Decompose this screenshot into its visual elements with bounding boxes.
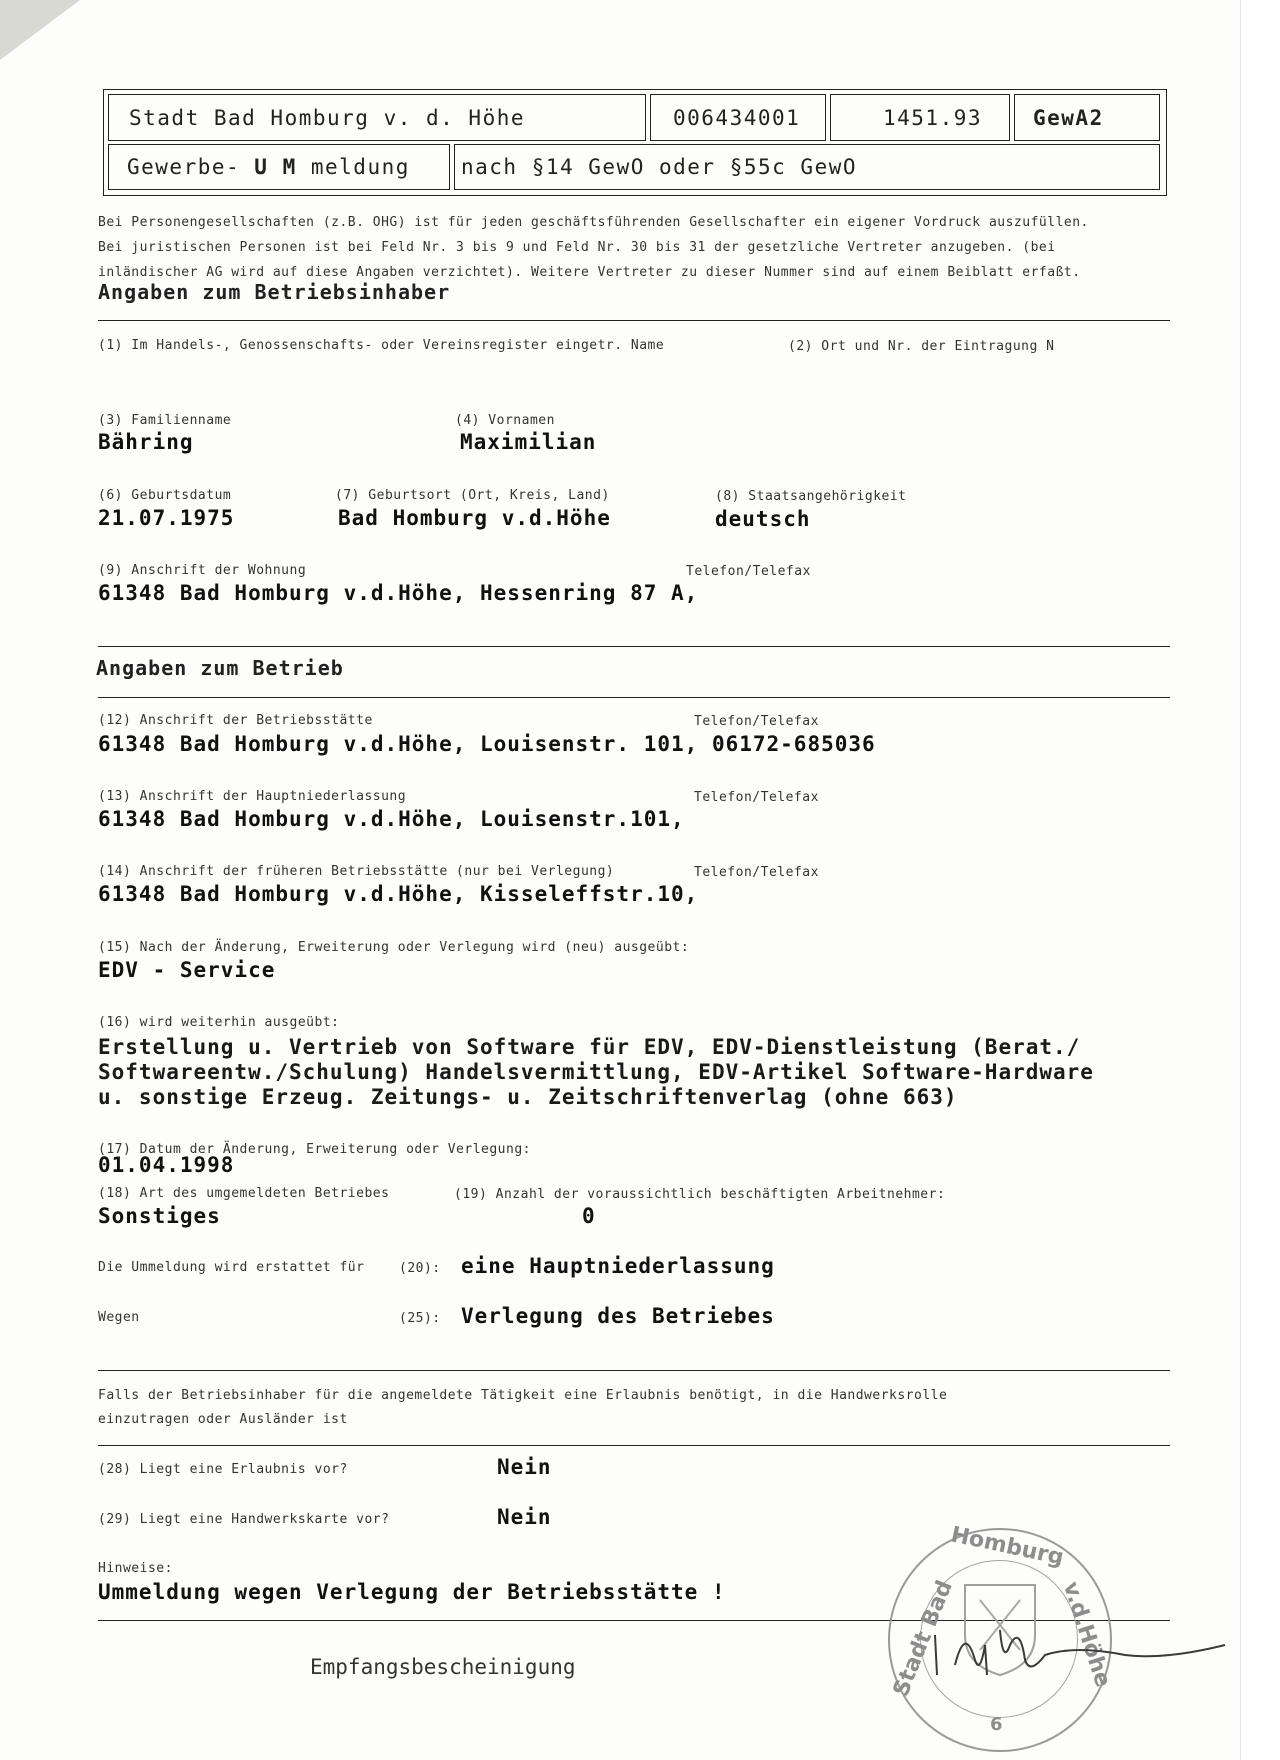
field-20-label: Die Ummeldung wird erstattet für	[98, 1260, 365, 1275]
field-6-label: (6) Geburtsdatum	[98, 488, 232, 503]
field-13-label: (13) Anschrift der Hauptniederlassung	[98, 789, 407, 804]
header-form-code: GewA2	[1033, 105, 1104, 130]
notes-line-1: Bei Personengesellschaften (z.B. OHG) ist für jeden geschäftsführenden Gesellschafter ein eigener Vordruck auszufüllen.	[98, 215, 1089, 230]
field-9-phone-label: Telefon/Telefax	[686, 564, 811, 579]
field-4-label: (4) Vornamen	[455, 413, 555, 428]
header-title-box	[108, 144, 450, 190]
header-legal-basis: nach §14 GewO oder §55c GewO	[461, 155, 858, 179]
field-14-value: 61348 Bad Homburg v.d.Höhe, Kisseleffstr.10,	[98, 882, 699, 906]
field-12-phone-label: Telefon/Telefax	[694, 714, 819, 729]
field-18-value: Sonstiges	[98, 1204, 221, 1228]
header-city-box	[108, 94, 646, 141]
field-16-label: (16) wird weiterhin ausgeübt:	[98, 1015, 340, 1030]
field-9-value: 61348 Bad Homburg v.d.Höhe, Hessenring 87 A,	[98, 581, 699, 605]
field-1-label: (1) Im Handels-, Genossenschafts- oder Vereinsregister eingetr. Name	[98, 338, 665, 353]
remarks-value: Ummeldung wegen Verlegung der Betriebsstätte !	[98, 1580, 726, 1604]
divider	[98, 697, 1170, 698]
header-title-um: U M	[254, 155, 297, 179]
notes-line-2: Bei juristischen Personen ist bei Feld Nr. 3 bis 9 und Feld Nr. 30 bis 31 der gesetzliche Vertreter anzugeben. (bei	[98, 240, 1056, 255]
signature-icon	[925, 1605, 1255, 1695]
field-9-label: (9) Anschrift der Wohnung	[98, 563, 307, 578]
field-20-number: (20):	[399, 1261, 441, 1276]
divider	[98, 1445, 1170, 1446]
field-2-label: (2) Ort und Nr. der Eintragung N	[788, 339, 1055, 354]
owner-section-title: Angaben zum Betriebsinhaber	[98, 280, 451, 304]
field-25-label: Wegen	[98, 1310, 140, 1325]
field-4-value: Maximilian	[460, 430, 597, 454]
header-ref-box	[830, 94, 1010, 141]
field-20-value: eine Hauptniederlassung	[461, 1254, 775, 1278]
field-12-value: 61348 Bad Homburg v.d.Höhe, Louisenstr. 101, 06172-685036	[98, 732, 876, 756]
field-13-phone-label: Telefon/Telefax	[694, 790, 819, 805]
field-14-label: (14) Anschrift der früheren Betriebsstätte (nur bei Verlegung)	[98, 864, 615, 879]
field-7-value: Bad Homburg v.d.Höhe	[338, 506, 611, 530]
receipt-label: Empfangsbescheinigung	[310, 1655, 576, 1679]
field-15-label: (15) Nach der Änderung, Erweiterung oder Verlegung wird (neu) ausgeübt:	[98, 940, 690, 955]
header-ref: 1451.93	[883, 105, 983, 130]
field-19-value: 0	[582, 1204, 596, 1228]
permit-intro-line-1: Falls der Betriebsinhaber für die angemeldete Tätigkeit eine Erlaubnis benötigt, in die Handwerksrolle	[98, 1388, 948, 1403]
header-title-post: meldung	[296, 155, 410, 179]
remarks-label: Hinweise:	[98, 1561, 173, 1576]
stamp-text-top: Homburg	[948, 1522, 1066, 1571]
header-city: Stadt Bad Homburg v. d. Höhe	[129, 105, 526, 130]
header-legal-box	[454, 144, 1160, 190]
header-number-box	[650, 94, 826, 141]
permit-intro-line-2: einzutragen oder Ausländer ist	[98, 1412, 348, 1427]
field-8-value: deutsch	[715, 507, 811, 531]
field-8-label: (8) Staatsangehörigkeit	[715, 489, 907, 504]
field-15-value: EDV - Service	[98, 958, 276, 982]
field-29-value: Nein	[497, 1505, 552, 1529]
divider	[98, 646, 1170, 647]
folded-corner	[0, 0, 80, 60]
field-13-value: 61348 Bad Homburg v.d.Höhe, Louisenstr.101,	[98, 807, 685, 831]
header-title-pre: Gewerbe-	[127, 155, 255, 179]
header-number: 006434001	[673, 105, 801, 130]
field-25-value: Verlegung des Betriebes	[461, 1304, 775, 1328]
field-28-value: Nein	[497, 1455, 552, 1479]
field-28-label: (28) Liegt eine Erlaubnis vor?	[98, 1462, 348, 1477]
field-3-value: Bähring	[98, 430, 194, 454]
stamp-number: 6	[990, 1714, 1003, 1735]
divider	[98, 1370, 1170, 1371]
field-17-label: (17) Datum der Änderung, Erweiterung oder Verlegung:	[98, 1142, 531, 1157]
field-3-label: (3) Familienname	[98, 413, 232, 428]
field-16-value-line-2: Softwareentw./Schulung) Handelsvermittlung, EDV-Artikel Software-Hardware	[98, 1060, 1094, 1084]
field-17-value: 01.04.1998	[98, 1153, 235, 1177]
stamp-text-left: Stadt Bad	[888, 1577, 958, 1700]
notes-line-3: inländischer AG wird auf diese Angaben verzichtet). Weitere Vertreter zu dieser Nummer sind auf einem Beiblatt erfaßt.	[98, 265, 1081, 280]
divider	[98, 320, 1170, 321]
field-18-label: (18) Art des umgemeldeten Betriebes	[98, 1186, 390, 1201]
field-16-value-line-3: u. sonstige Erzeug. Zeitungs- u. Zeitschriftenverlag (ohne 663)	[98, 1085, 958, 1109]
header-form-box	[1014, 94, 1160, 141]
field-25-number: (25):	[399, 1311, 441, 1326]
field-6-value: 21.07.1975	[98, 506, 235, 530]
business-section-title: Angaben zum Betrieb	[96, 656, 344, 680]
field-19-label: (19) Anzahl der voraussichtlich beschäftigten Arbeitnehmer:	[454, 1187, 946, 1202]
stamp-text-right: v.d.Höhe	[1057, 1578, 1116, 1691]
field-7-label: (7) Geburtsort (Ort, Kreis, Land)	[335, 488, 610, 503]
field-12-label: (12) Anschrift der Betriebsstätte	[98, 713, 373, 728]
field-16-value-line-1: Erstellung u. Vertrieb von Software für EDV, EDV-Dienstleistung (Berat./	[98, 1035, 1081, 1059]
page-margin	[1240, 0, 1280, 1760]
field-14-phone-label: Telefon/Telefax	[694, 865, 819, 880]
field-29-label: (29) Liegt eine Handwerkskarte vor?	[98, 1512, 390, 1527]
